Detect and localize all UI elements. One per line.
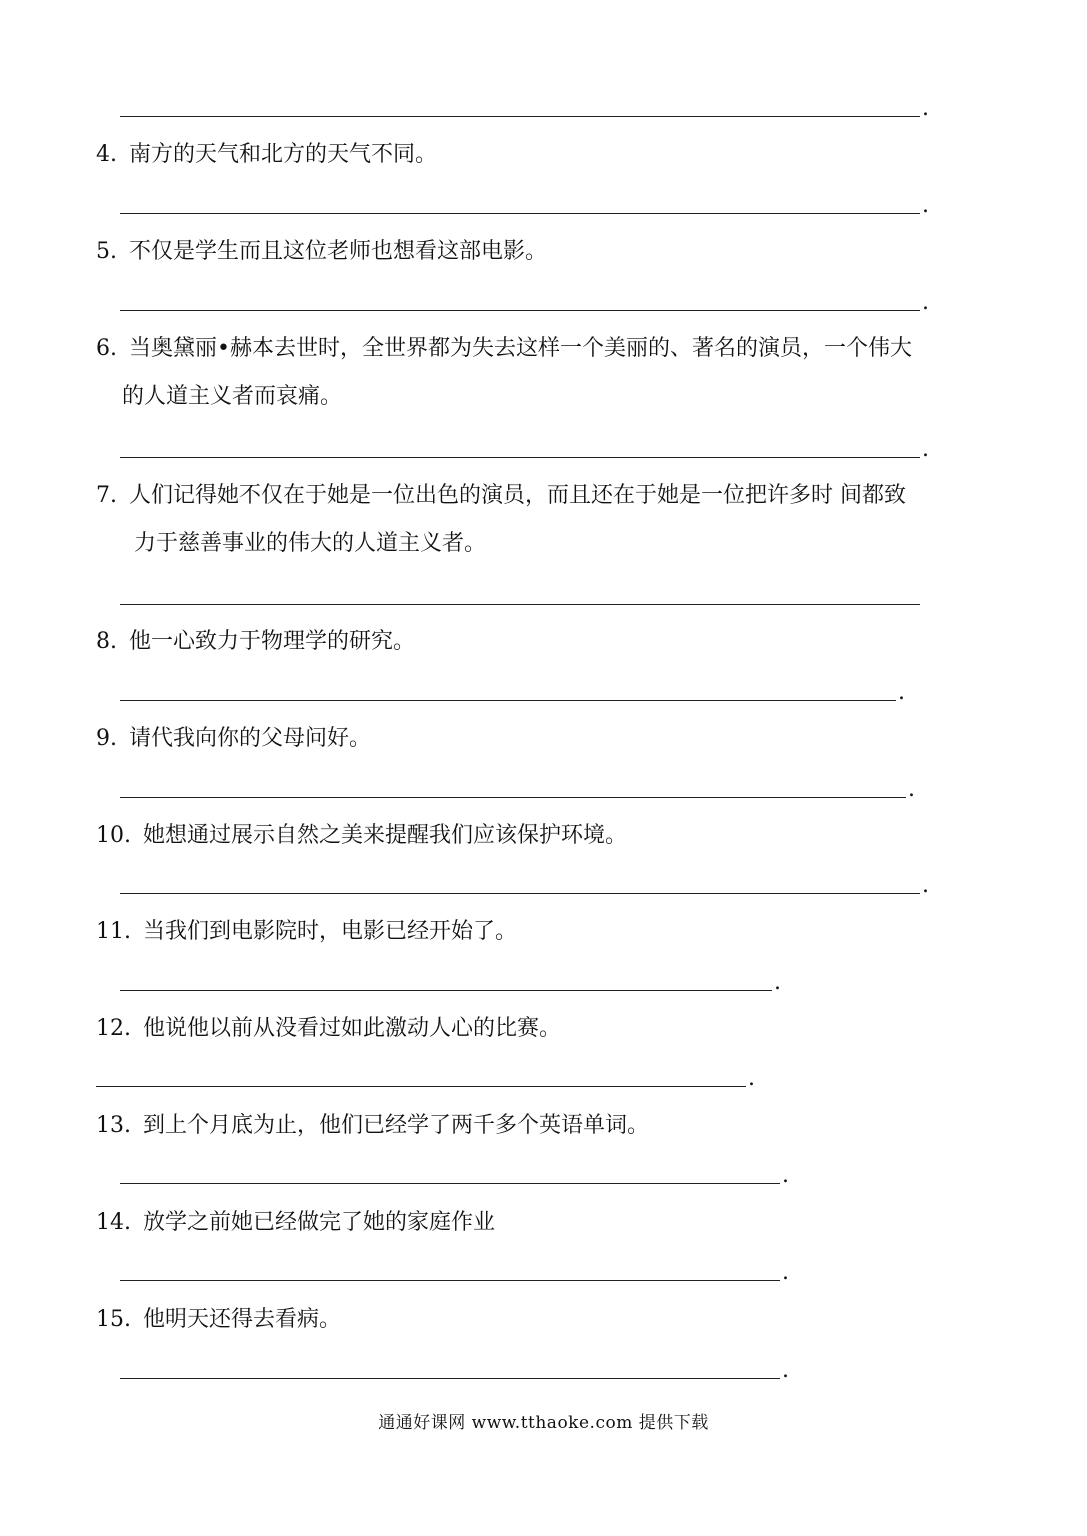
question-8 (96, 618, 415, 666)
question-number: 5. (96, 239, 117, 264)
question-number: 13. (96, 1113, 131, 1138)
question-text-continued: 的人道主义者而哀痛。 (122, 384, 343, 409)
question-number: 6. (96, 336, 117, 361)
page-footer: 通通好课网 www.tthaoke.com 提供下载 (378, 1413, 709, 1433)
answer-line-13[interactable]: . (120, 1157, 780, 1184)
question-7 (96, 472, 906, 556)
answer-line-7[interactable] (120, 578, 920, 605)
question-text: 不仅是学生而且这位老师也想看这部电影。 (129, 239, 548, 264)
question-13 (96, 1102, 649, 1150)
question-number: 8. (96, 629, 117, 654)
question-4 (96, 131, 437, 179)
question-text-continued: 力于慈善事业的伟大的人道主义者。 (134, 531, 487, 556)
question-text: 当奥黛丽•赫本去世时，全世界都为失去这样一个美丽的、著名的演员，一个伟大 (129, 336, 912, 361)
question-6 (96, 325, 912, 409)
question-text: 她想通过展示自然之美来提醒我们应该保护环境。 (143, 823, 628, 848)
answer-line-10[interactable]: . (120, 867, 920, 894)
question-number: 15. (96, 1307, 131, 1332)
question-number: 11. (96, 919, 131, 944)
question-text: 放学之前她已经做完了她的家庭作业 (143, 1210, 496, 1235)
question-12 (96, 1005, 561, 1053)
question-number: 12. (96, 1016, 131, 1041)
question-14 (96, 1199, 495, 1247)
answer-line-3[interactable]: . (120, 90, 920, 117)
answer-line-12[interactable]: . (96, 1060, 746, 1087)
answer-line-4[interactable]: . (120, 187, 920, 214)
question-text: 南方的天气和北方的天气不同。 (129, 142, 438, 167)
question-text: 他明天还得去看病。 (143, 1307, 342, 1332)
answer-line-11[interactable]: . (120, 964, 772, 991)
question-number: 10. (96, 823, 131, 848)
answer-line-14[interactable]: . (120, 1254, 780, 1281)
answer-line-8[interactable]: . (120, 674, 896, 701)
question-text: 人们记得她不仅在于她是一位出色的演员，而且还在于她是一位把许多时 间都致 (129, 483, 906, 508)
answer-line-5[interactable]: . (120, 284, 920, 311)
question-number: 4. (96, 142, 117, 167)
answer-line-6[interactable]: . (120, 431, 920, 458)
question-text: 他一心致力于物理学的研究。 (129, 629, 416, 654)
answer-line-9[interactable]: . (120, 771, 906, 798)
question-number: 7. (96, 483, 117, 508)
question-5 (96, 228, 547, 276)
question-text: 他说他以前从没看过如此激动人心的比赛。 (143, 1016, 562, 1041)
question-text: 到上个月底为止，他们已经学了两千多个英语单词。 (143, 1113, 650, 1138)
answer-line-15[interactable]: . (120, 1352, 780, 1379)
question-number: 14. (96, 1210, 131, 1235)
question-number: 9. (96, 726, 117, 751)
question-text: 请代我向你的父母问好。 (129, 726, 372, 751)
question-9 (96, 715, 371, 763)
question-15 (96, 1296, 341, 1344)
question-text: 当我们到电影院时，电影已经开始了。 (143, 919, 518, 944)
question-11 (96, 908, 517, 956)
question-10 (96, 812, 627, 860)
